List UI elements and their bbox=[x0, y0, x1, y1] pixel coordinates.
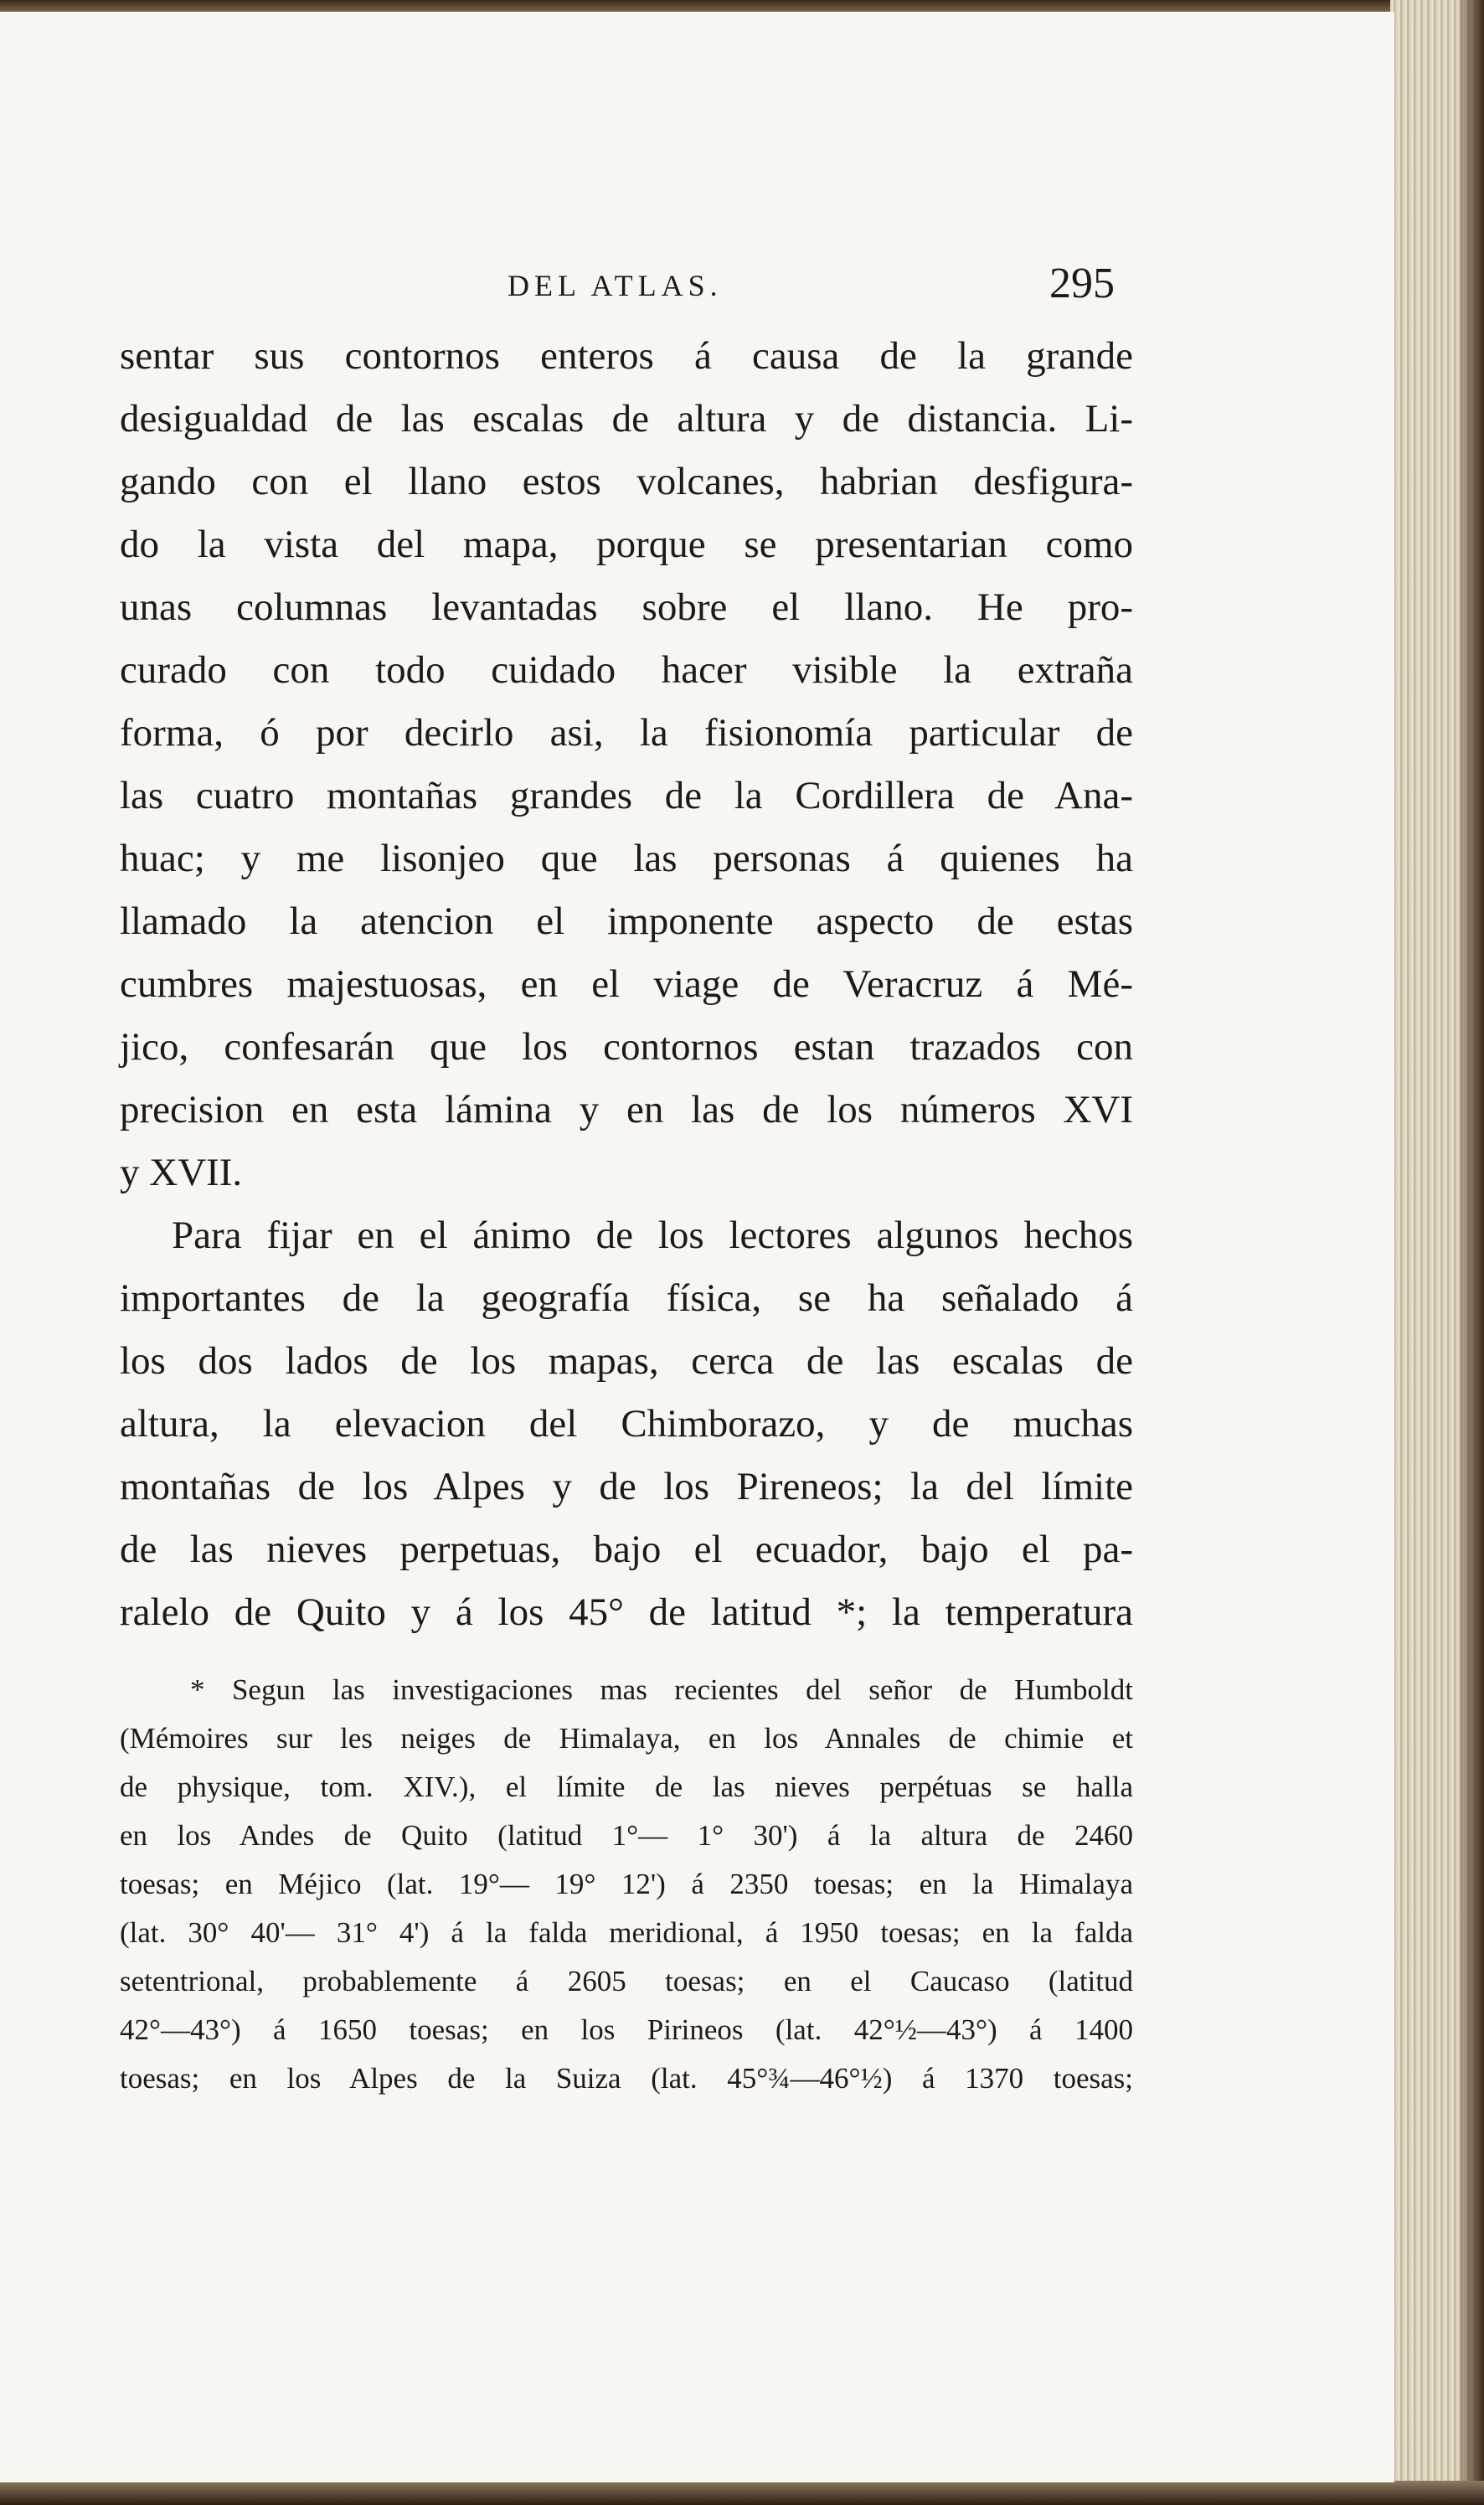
body-line: de las nieves perpetuas, bajo el ecuador, bajo el pa- bbox=[120, 1528, 1133, 1571]
body-line: llamado la atencion el imponente aspecto de estas bbox=[120, 899, 1133, 943]
body-line: do la vista del mapa, porque se presentarian como bbox=[120, 523, 1133, 566]
body-line: los dos lados de los mapas, cerca de las escalas de bbox=[120, 1339, 1133, 1383]
footnote-line: * Segun las investigaciones mas recientes del señor de Humboldt bbox=[190, 1673, 1133, 1706]
body-line: y XVII. bbox=[120, 1151, 243, 1194]
body-line: huac; y me lisonjeo que las personas á quienes ha bbox=[120, 837, 1133, 880]
body-line: importantes de la geografía física, se ha señalado á bbox=[120, 1276, 1133, 1320]
body-line: unas columnas levantadas sobre el llano. He pro- bbox=[120, 585, 1133, 629]
footnote bbox=[120, 1666, 1133, 2103]
body-line: precision en esta lámina y en las de los números XVI bbox=[120, 1088, 1133, 1131]
body-line: sentar sus contornos enteros á causa de la grande bbox=[120, 334, 1133, 378]
running-head bbox=[0, 260, 1122, 311]
body-text bbox=[120, 325, 1133, 1644]
body-line: las cuatro montañas grandes de la Cordillera de Ana- bbox=[120, 774, 1133, 817]
footnote-line: (lat. 30° 40'— 31° 4') á la falda meridional, á 1950 toesas; en la falda bbox=[120, 1916, 1133, 1949]
bottom-page-edge bbox=[0, 2481, 1484, 2505]
body-line: jico, confesarán que los contornos estan trazados con bbox=[120, 1025, 1133, 1069]
footnote-line: toesas; en Méjico (lat. 19°— 19° 12') á 2350 toesas; en la Himalaya bbox=[120, 1868, 1133, 1900]
book-page bbox=[0, 12, 1394, 2482]
body-line: desigualdad de las escalas de altura y de distancia. Li- bbox=[120, 397, 1133, 441]
running-head-title: DEL ATLAS. bbox=[508, 269, 723, 302]
footnote-line: toesas; en los Alpes de la Suiza (lat. 45°¾—46°½) á 1370 toesas; bbox=[120, 2062, 1133, 2095]
footnote-line: setentrional, probablemente á 2605 toesas; en el Caucaso (latitud bbox=[120, 1965, 1133, 1997]
paragraph-start-line: Para fijar en el ánimo de los lectores algunos hechos bbox=[172, 1214, 1133, 1257]
body-line: forma, ó por decirlo asi, la fisionomía particular de bbox=[120, 711, 1133, 755]
body-line: ralelo de Quito y á los 45° de latitud *; la temperatura bbox=[120, 1590, 1133, 1634]
body-line: cumbres majestuosas, en el viage de Veracruz á Mé- bbox=[120, 962, 1133, 1006]
footnote-line: de physique, tom. XIV.), el límite de las nieves perpétuas se halla bbox=[120, 1771, 1133, 1803]
body-line: curado con todo cuidado hacer visible la extraña bbox=[120, 648, 1133, 692]
page-number: 295 bbox=[1049, 260, 1115, 307]
body-line: montañas de los Alpes y de los Pireneos; la del límite bbox=[120, 1465, 1133, 1508]
right-page-edge bbox=[1390, 0, 1484, 2505]
body-line: altura, la elevacion del Chimborazo, y de muchas bbox=[120, 1402, 1133, 1446]
body-line: gando con el llano estos volcanes, habrian desfigura- bbox=[120, 460, 1133, 503]
footnote-line: (Mémoires sur les neiges de Himalaya, en los Annales de chimie et bbox=[120, 1722, 1133, 1755]
footnote-line: 42°—43°) á 1650 toesas; en los Pirineos (lat. 42°½—43°) á 1400 bbox=[120, 2013, 1133, 2046]
footnote-line: en los Andes de Quito (latitud 1°— 1° 30') á la altura de 2460 bbox=[120, 1819, 1133, 1852]
